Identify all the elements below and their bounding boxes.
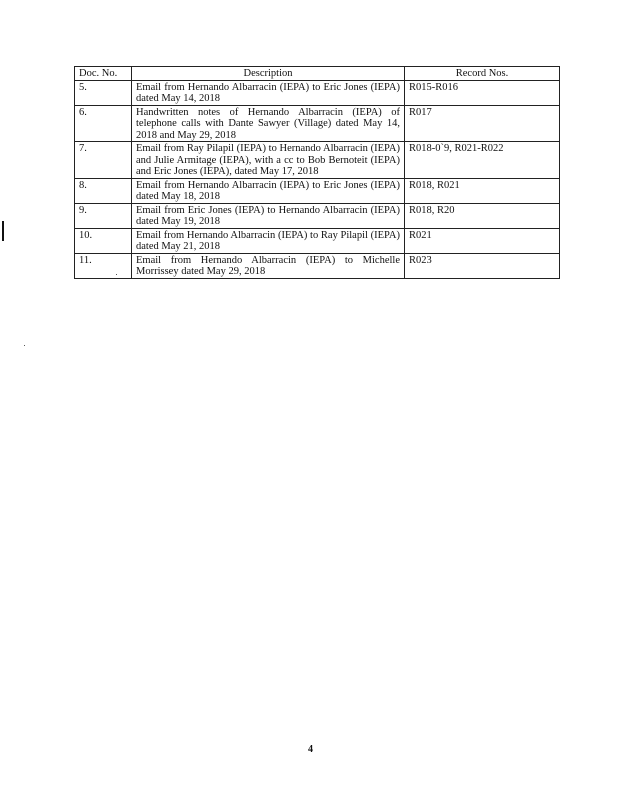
cell-record-nos: R018-0`9, R021-R022 — [405, 142, 560, 179]
record-index-table — [74, 66, 560, 279]
cell-record-nos: R018, R20 — [405, 203, 560, 228]
cell-description: Email from Hernando Albarracin (IEPA) to Eric Jones (IEPA) dated May 14, 2018 — [132, 80, 405, 105]
header-doc-no: Doc. No. — [75, 67, 132, 81]
scan-speck — [116, 274, 117, 275]
cell-description: Email from Hernando Albarracin (IEPA) to Eric Jones (IEPA) dated May 18, 2018 — [132, 178, 405, 203]
header-record-nos: Record Nos. — [405, 67, 560, 81]
table-row — [75, 178, 560, 203]
cell-description: Email from Hernando Albarracin (IEPA) to Ray Pilapil (IEPA) dated May 21, 2018 — [132, 228, 405, 253]
cell-doc-no: 5. — [75, 80, 132, 105]
cell-record-nos: R018, R021 — [405, 178, 560, 203]
page-number: 4 — [308, 744, 313, 755]
cell-description: Email from Eric Jones (IEPA) to Hernando Albarracin (IEPA) dated May 19, 2018 — [132, 203, 405, 228]
table-row — [75, 80, 560, 105]
table-row — [75, 228, 560, 253]
table-header-row — [75, 67, 560, 81]
table-row — [75, 203, 560, 228]
cell-description: Email from Hernando Albarracin (IEPA) to Michelle Morrissey dated May 29, 2018 — [132, 253, 405, 278]
cell-record-nos: R023 — [405, 253, 560, 278]
cell-doc-no: 8. — [75, 178, 132, 203]
table-row — [75, 105, 560, 142]
table-row — [75, 253, 560, 278]
cell-doc-no: 10. — [75, 228, 132, 253]
header-description: Description — [132, 67, 405, 81]
cell-description: Email from Ray Pilapil (IEPA) to Hernando Albarracin (IEPA) and Julie Armitage (IEPA), with a cc to Bob Bernoteit (IEPA) and Eric Jones (IEPA), dated May 17, 2018 — [132, 142, 405, 179]
cell-description: Handwritten notes of Hernando Albarracin (IEPA) of telephone calls with Dante Sawyer (Village) dated May 14, 2018 and May 29, 2018 — [132, 105, 405, 142]
cell-doc-no: 9. — [75, 203, 132, 228]
cell-record-nos: R017 — [405, 105, 560, 142]
scan-margin-mark — [2, 221, 4, 241]
table-row — [75, 142, 560, 179]
cell-record-nos: R015-R016 — [405, 80, 560, 105]
cell-doc-no: 11. — [75, 253, 132, 278]
cell-record-nos: R021 — [405, 228, 560, 253]
cell-doc-no: 7. — [75, 142, 132, 179]
cell-doc-no: 6. — [75, 105, 132, 142]
scan-speck — [24, 345, 25, 346]
